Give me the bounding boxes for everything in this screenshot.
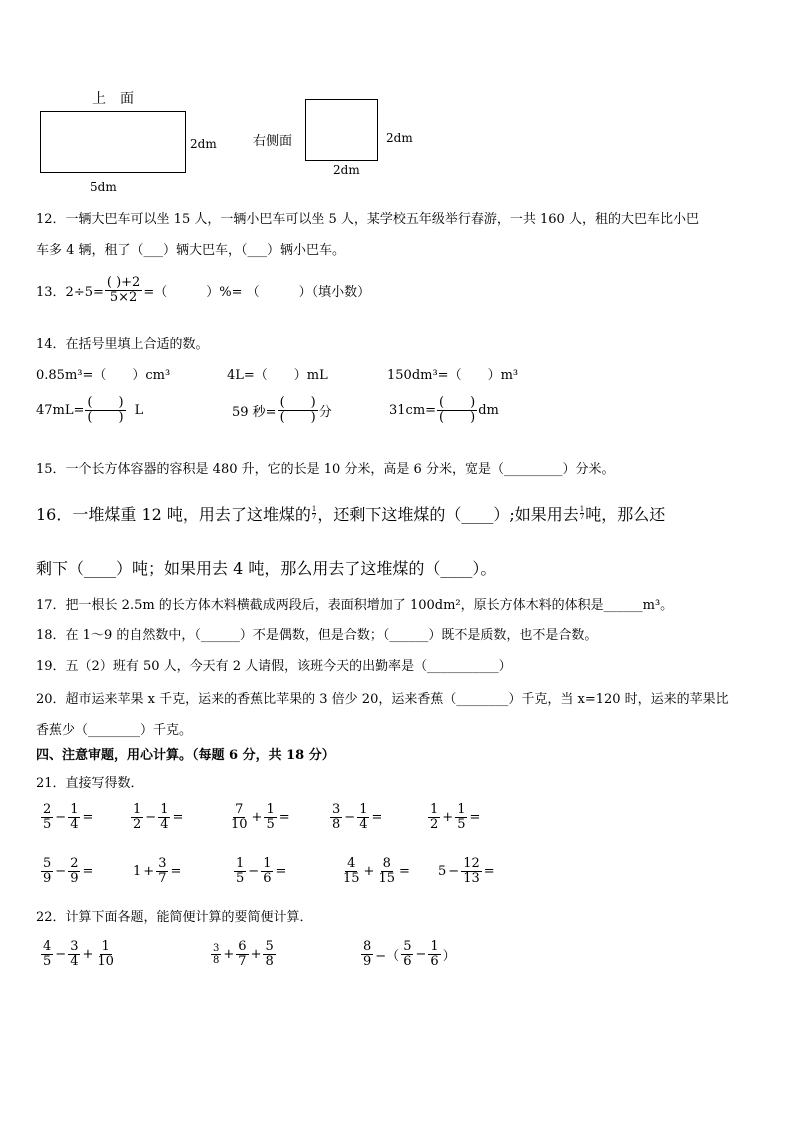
fraction — [376, 857, 397, 887]
denominator: 6 — [263, 871, 272, 887]
question-15: 15．一个长方体容器的容积是 480 升，它的长是 10 分米，高是 6 分米，宽是（_________）分米。 — [36, 462, 615, 477]
close-paren: ） — [442, 949, 456, 965]
denominator: 6 — [430, 954, 439, 970]
numerator: 1 — [236, 856, 245, 871]
question-14-row1-a: 0.85m³=（ ）cm³ — [36, 368, 171, 383]
operator: − — [415, 947, 427, 963]
denominator: 5 — [43, 954, 52, 970]
denominator: 15 — [343, 871, 360, 887]
operator: − — [55, 864, 67, 880]
one-seventh-fraction — [312, 506, 316, 521]
top-view-length-label: 5dm — [90, 180, 117, 194]
side-view-width-label: 2dm — [333, 163, 360, 177]
numerator: 1 — [263, 856, 272, 871]
q21-expr-3 — [228, 803, 291, 833]
fraction — [361, 940, 373, 970]
numerator: 5 — [403, 939, 412, 954]
denominator: 4 — [70, 954, 79, 970]
operator: − — [55, 810, 67, 826]
q22-expr-1 — [40, 940, 117, 970]
fraction — [41, 803, 53, 833]
numerator: 6 — [238, 939, 247, 954]
numerator: 1 — [70, 802, 79, 817]
operator: + — [363, 864, 375, 880]
question-12-line-2: 车多 4 辆，租了（___）辆大巴车，（___）辆小巴车。 — [36, 243, 346, 258]
conversion-unit: L — [134, 403, 144, 419]
fraction — [41, 940, 53, 970]
numerator: 3 — [70, 939, 79, 954]
q22-expr-3 — [360, 940, 457, 970]
side-view-square — [305, 99, 378, 161]
denominator: 10 — [231, 817, 248, 833]
question-16-part-c: 吨，那么还 — [585, 505, 666, 524]
denominator: 4 — [160, 817, 169, 833]
numerator: 4 — [347, 856, 356, 871]
equals: = — [483, 864, 495, 880]
fraction — [428, 803, 440, 833]
fraction-denominator-blank: ( ) — [279, 410, 316, 426]
denominator: 5 — [457, 817, 466, 833]
fraction-numerator-blank: ( ) — [439, 395, 476, 410]
conversion-prefix: 31cm= — [389, 403, 437, 419]
question-17: 17．把一根长 2.5m 的长方体木料横截成两段后，表面积增加了 100dm²，原长方体木料的体积是______m³。 — [36, 598, 674, 613]
fraction — [263, 940, 275, 970]
conversion-prefix: 59 秒= — [232, 405, 277, 421]
fraction — [68, 857, 80, 887]
denominator: 10 — [97, 954, 114, 970]
denominator: 4 — [359, 817, 368, 833]
q21-expr-6 — [40, 857, 94, 887]
question-16-part-a: 16．一堆煤重 12 吨，用去了这堆煤的 — [36, 505, 311, 524]
blank-fraction — [437, 396, 477, 426]
equals: = — [469, 810, 481, 826]
fraction — [229, 803, 250, 833]
numerator: 2 — [43, 802, 52, 817]
numerator: 1 — [133, 802, 142, 817]
fraction-numerator: 1 — [579, 505, 585, 513]
top-view-height-label: 2dm — [190, 137, 217, 151]
denominator: 5 — [266, 817, 275, 833]
numerator: 1 — [359, 802, 368, 817]
question-12-line-1: 12．一辆大巴车可以坐 15 人，一辆小巴车可以坐 5 人，某学校五年级举行春游，一共 160 人，租的大巴车比小巴 — [36, 212, 699, 227]
denominator: 9 — [70, 871, 79, 887]
denominator: 7 — [238, 954, 247, 970]
q21-expr-1 — [40, 803, 94, 833]
conversion-unit: dm — [478, 403, 499, 419]
question-20-line-1: 20．超市运来苹果 x 千克，运来的香蕉比苹果的 3 倍少 20，运来香蕉（________）千克，当 x=120 时，运来的苹果比 — [36, 692, 729, 707]
section-4-heading: 四、注意审题，用心计算。（每题 6 分，共 18 分） — [36, 748, 335, 763]
equals: = — [82, 810, 94, 826]
denominator: 13 — [463, 871, 480, 887]
numerator: 3 — [158, 856, 167, 871]
fraction — [158, 803, 170, 833]
numerator: 1 — [160, 802, 169, 817]
fraction-denominator: 5×2 — [109, 290, 138, 306]
denominator: 8 — [213, 955, 220, 967]
whole-number: 1 — [133, 864, 142, 880]
numerator: 8 — [382, 856, 391, 871]
fraction — [264, 803, 276, 833]
fraction-denominator-blank: ( ) — [87, 410, 124, 426]
fraction — [156, 857, 168, 887]
operator: + — [223, 947, 235, 963]
numerator: 3 — [213, 943, 220, 955]
question-13-fraction — [105, 276, 142, 306]
numerator: 5 — [265, 939, 274, 954]
denominator: 4 — [70, 817, 79, 833]
numerator: 12 — [463, 856, 480, 871]
top-view-rectangle — [40, 111, 186, 173]
question-13-rest: =（ ）%= （ ）（填小数） — [143, 285, 371, 301]
denominator: 9 — [43, 871, 52, 887]
fraction-numerator: ( )+2 — [106, 275, 141, 290]
numerator: 1 — [101, 939, 110, 954]
fraction — [68, 940, 80, 970]
fraction — [131, 803, 143, 833]
operator: + — [251, 810, 263, 826]
fraction-denominator-blank: ( ) — [439, 410, 476, 426]
numerator: 3 — [332, 802, 341, 817]
fraction — [41, 857, 53, 887]
question-14-row2-c — [389, 396, 499, 426]
fraction — [236, 940, 248, 970]
fraction — [234, 857, 246, 887]
numerator: 1 — [430, 802, 439, 817]
denominator: 8 — [265, 954, 274, 970]
question-14-row1-c: 150dm³=（ ）m³ — [387, 368, 519, 383]
operator: + — [250, 947, 262, 963]
one-seventh-fraction — [580, 506, 584, 521]
question-21-title: 21．直接写得数． — [36, 776, 144, 791]
q21-expr-5 — [427, 803, 481, 833]
fraction — [68, 803, 80, 833]
q21-expr-9 — [340, 857, 411, 887]
question-13-prefix: 13．2÷5= — [36, 285, 104, 301]
question-19: 19．五（2）班有 50 人，今天有 2 人请假，该班今天的出勤率是（___________） — [36, 659, 512, 674]
fraction-numerator: 1 — [311, 505, 317, 513]
fraction — [330, 803, 342, 833]
denominator: 7 — [158, 871, 167, 887]
equals: = — [278, 810, 290, 826]
question-16-line-2: 剩下（____）吨；如果用去 4 吨，那么用去了这堆煤的（____）。 — [36, 559, 497, 578]
denominator: 8 — [332, 817, 341, 833]
fraction — [341, 857, 362, 887]
conversion-unit: 分 — [318, 405, 332, 421]
fraction — [357, 803, 369, 833]
operator: − — [145, 810, 157, 826]
conversion-prefix: 47mL= — [36, 403, 85, 419]
numerator: 4 — [43, 939, 52, 954]
equals: = — [399, 864, 410, 880]
numerator: 1 — [430, 939, 439, 954]
fraction — [261, 857, 273, 887]
question-14-row1-b: 4L=（ ）mL — [227, 368, 328, 383]
fraction — [401, 940, 413, 970]
q21-expr-2 — [130, 803, 184, 833]
equals: = — [371, 810, 383, 826]
fraction — [455, 803, 467, 833]
denominator: 5 — [43, 817, 52, 833]
equals: = — [170, 864, 182, 880]
question-22-title: 22．计算下面各题，能简便计算的要简便计算． — [36, 910, 313, 925]
fraction-denominator: 7 — [579, 513, 585, 521]
denominator: 6 — [403, 954, 412, 970]
question-14-title: 14．在括号里填上合适的数。 — [36, 337, 209, 352]
numerator: 2 — [70, 856, 79, 871]
fraction-numerator-blank: ( ) — [279, 395, 316, 410]
question-13 — [36, 276, 370, 306]
equals: = — [82, 864, 94, 880]
denominator: 9 — [363, 954, 372, 970]
operator: + — [82, 947, 94, 963]
numerator: 1 — [266, 802, 275, 817]
fraction — [211, 943, 221, 966]
numerator: 7 — [235, 802, 244, 817]
fraction — [428, 940, 440, 970]
denominator: 2 — [430, 817, 439, 833]
operator: + — [442, 810, 454, 826]
denominator: 5 — [236, 871, 245, 887]
q21-expr-8 — [233, 857, 287, 887]
whole-number: 5 — [438, 864, 447, 880]
blank-fraction — [278, 396, 318, 426]
fraction — [461, 857, 482, 887]
blank-fraction — [85, 396, 125, 426]
q21-expr-7 — [132, 857, 182, 887]
operator: − — [448, 864, 460, 880]
fraction — [95, 940, 116, 970]
operator: − — [344, 810, 356, 826]
equals: = — [275, 864, 287, 880]
question-16-part-b: ，还剩下这堆煤的（____）;如果用去 — [317, 505, 579, 524]
top-view-label: 上 面 — [92, 91, 134, 107]
question-18: 18．在 1～9 的自然数中，（______）不是偶数，但是合数；（______）既不是质数，也不是合数。 — [36, 628, 598, 643]
numerator: 1 — [457, 802, 466, 817]
operator: − — [248, 864, 260, 880]
numerator: 5 — [43, 856, 52, 871]
fraction-numerator-blank: ( ) — [87, 395, 124, 410]
denominator: 2 — [133, 817, 142, 833]
operator: − — [55, 947, 67, 963]
q21-expr-10 — [437, 857, 496, 887]
fraction-denominator: 7 — [311, 513, 317, 521]
question-14-row2-b — [232, 396, 332, 426]
numerator: 8 — [363, 939, 372, 954]
q22-expr-2 — [210, 940, 277, 970]
side-view-label: 右侧面 — [253, 134, 293, 149]
side-view-height-label: 2dm — [386, 131, 413, 145]
operator: −（ — [375, 949, 400, 965]
equals: = — [172, 810, 184, 826]
q21-expr-4 — [329, 803, 383, 833]
question-20-line-2: 香蕉少（________）千克。 — [36, 723, 193, 738]
denominator: 15 — [378, 871, 395, 887]
question-16-line-1 — [36, 502, 665, 525]
operator: + — [143, 864, 155, 880]
question-14-row2-a — [36, 396, 143, 426]
